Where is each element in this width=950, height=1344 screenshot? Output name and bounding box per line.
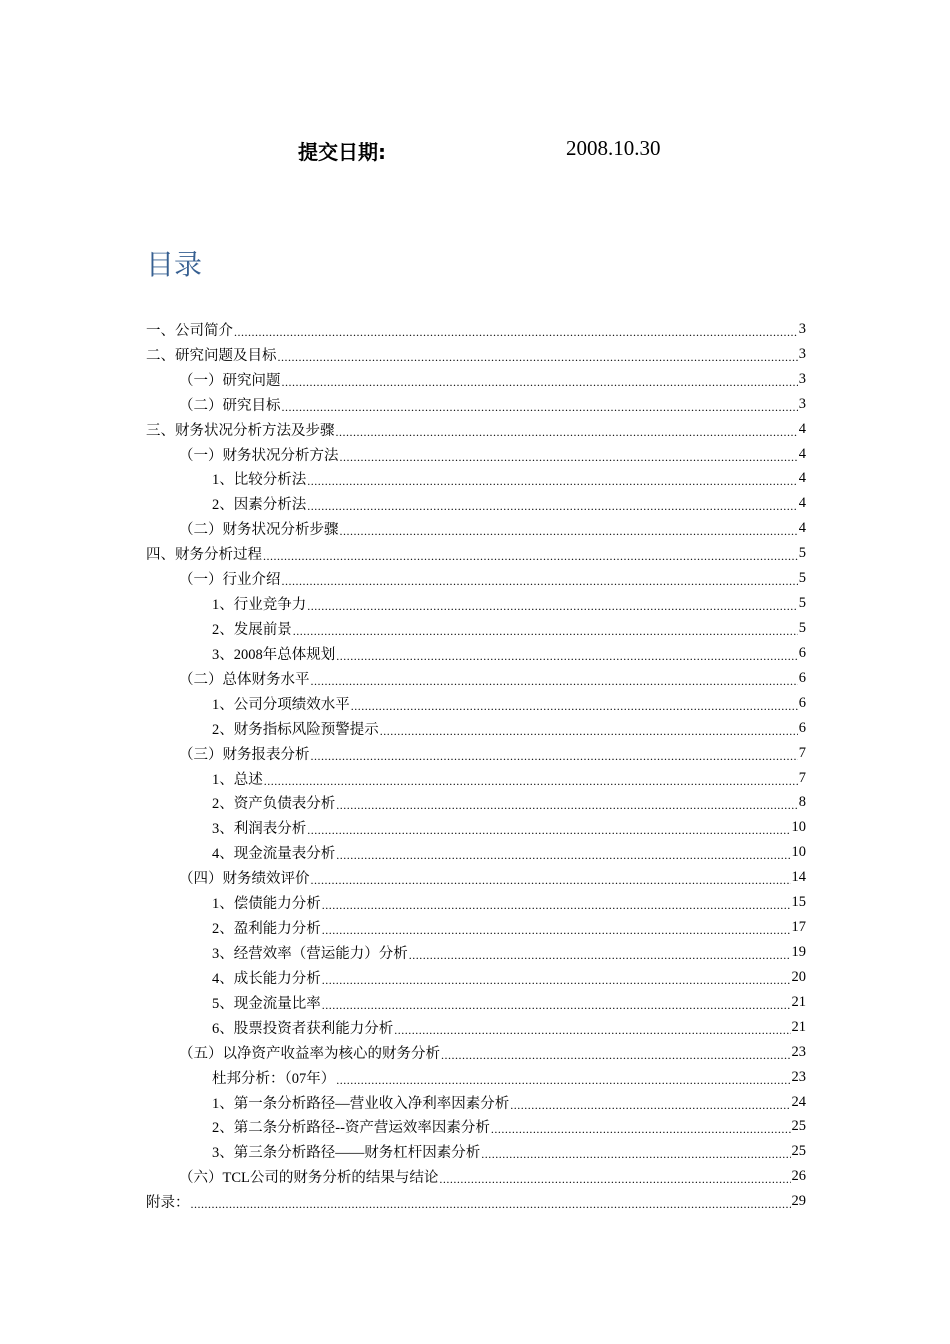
- toc-entry[interactable]: [146, 616, 806, 641]
- toc-entry-label: 6、股票投资者获利能力分析: [212, 1020, 394, 1037]
- toc-dot-leader: [278, 350, 798, 365]
- toc-entry-label: （二）总体财务水平: [179, 671, 310, 688]
- submission-date-value: 2008.10.30: [566, 136, 661, 160]
- toc-entry-label: 3、2008年总体规划: [212, 646, 336, 663]
- toc-entry-page: 26: [791, 1168, 806, 1185]
- toc-entry-page: 29: [791, 1193, 806, 1210]
- toc-entry[interactable]: [146, 865, 806, 890]
- toc-dot-leader: [481, 1147, 790, 1162]
- toc-entry-page: 23: [791, 1043, 806, 1060]
- toc-entry-label: （四）财务绩效评价: [179, 871, 310, 888]
- toc-dot-leader: [441, 1048, 791, 1063]
- toc-entry-page: 10: [791, 819, 806, 836]
- toc-entry[interactable]: [146, 965, 806, 990]
- toc-heading: 目录: [146, 248, 203, 281]
- toc-entry[interactable]: [146, 417, 806, 442]
- toc-dot-leader: [307, 499, 798, 514]
- toc-dot-leader: [336, 798, 798, 813]
- toc-entry-page: 3: [798, 345, 806, 362]
- toc-entry-page: 6: [798, 669, 806, 686]
- toc-dot-leader: [264, 774, 798, 789]
- toc-entry-page: 8: [798, 794, 806, 811]
- toc-entry-page: 5: [798, 595, 806, 612]
- toc-entry-page: 5: [798, 570, 806, 587]
- toc-entry-label: （五）以净资产收益率为核心的财务分析: [179, 1045, 440, 1062]
- toc-entry[interactable]: [146, 641, 806, 666]
- toc-dot-leader: [336, 848, 790, 863]
- toc-entry-label: （六）TCL公司的财务分析的结果与结论: [179, 1170, 439, 1187]
- toc-entry-label: 2、盈利能力分析: [212, 921, 321, 938]
- toc-entry-page: 7: [798, 744, 806, 761]
- submission-date-label: 提交日期:: [298, 140, 386, 164]
- toc-entry[interactable]: [146, 1065, 806, 1090]
- toc-entry[interactable]: [146, 442, 806, 467]
- toc-entry-label: 3、利润表分析: [212, 821, 307, 838]
- toc-entry-label: 4、成长能力分析: [212, 970, 321, 987]
- toc-entry[interactable]: [146, 1189, 806, 1214]
- toc-entry[interactable]: [146, 791, 806, 816]
- toc-entry[interactable]: [146, 1090, 806, 1115]
- toc-dot-leader: [234, 325, 798, 340]
- toc-entry[interactable]: [146, 541, 806, 566]
- toc-entry-page: 3: [798, 395, 806, 412]
- toc-entry-label: 2、因素分析法: [212, 497, 307, 514]
- toc-entry-label: （一）行业介绍: [179, 572, 281, 589]
- toc-entry-label: 二、研究问题及目标: [146, 347, 277, 364]
- toc-entry-label: 1、第一条分析路径—营业收入净利率因素分析: [212, 1095, 510, 1112]
- toc-dot-leader: [322, 923, 791, 938]
- toc-dot-leader: [439, 1172, 790, 1187]
- toc-dot-leader: [409, 948, 791, 963]
- toc-dot-leader: [311, 873, 791, 888]
- toc-entry-page: 20: [791, 968, 806, 985]
- toc-entry-page: 5: [798, 545, 806, 562]
- toc-entry-page: 5: [798, 620, 806, 637]
- toc-dot-leader: [322, 973, 791, 988]
- toc-entry[interactable]: [146, 317, 806, 342]
- toc-entry[interactable]: [146, 766, 806, 791]
- toc-entry[interactable]: [146, 840, 806, 865]
- toc-dot-leader: [307, 823, 790, 838]
- toc-dot-leader: [311, 674, 798, 689]
- toc-entry-page: 21: [791, 1018, 806, 1035]
- toc-entry[interactable]: [146, 591, 806, 616]
- toc-dot-leader: [510, 1098, 790, 1113]
- toc-dot-leader: [282, 574, 798, 589]
- toc-entry-label: 5、现金流量比率: [212, 995, 321, 1012]
- toc-entry-label: 四、财务分析过程: [146, 547, 262, 564]
- toc-dot-leader: [311, 749, 798, 764]
- toc-dot-leader: [340, 450, 798, 465]
- toc-entry-label: 附录：: [146, 1195, 190, 1212]
- toc-entry[interactable]: [146, 367, 806, 392]
- toc-entry-page: 21: [791, 993, 806, 1010]
- toc-dot-leader: [191, 1197, 791, 1212]
- toc-entry[interactable]: [146, 890, 806, 915]
- toc-entry-label: （一）研究问题: [179, 372, 281, 389]
- toc-entry-label: 杜邦分析：（07年）: [212, 1070, 336, 1087]
- toc-entry-label: 1、行业竞争力: [212, 597, 307, 614]
- toc-entry-label: 三、财务状况分析方法及步骤: [146, 422, 335, 439]
- toc-dot-leader: [336, 1073, 790, 1088]
- toc-entry-page: 4: [798, 445, 806, 462]
- toc-entry[interactable]: [146, 1015, 806, 1040]
- toc-dot-leader: [380, 724, 798, 739]
- toc-entry[interactable]: [146, 1040, 806, 1065]
- toc-entry[interactable]: [146, 1139, 806, 1164]
- toc-entry-label: （二）研究目标: [179, 397, 281, 414]
- toc-entry-page: 10: [791, 844, 806, 861]
- toc-dot-leader: [336, 649, 798, 664]
- toc-dot-leader: [263, 549, 798, 564]
- toc-entry-label: （一）财务状况分析方法: [179, 447, 339, 464]
- toc-entry-page: 4: [798, 420, 806, 437]
- toc-dot-leader: [394, 1023, 790, 1038]
- toc-entry-page: 24: [791, 1093, 806, 1110]
- toc-entry-page: 3: [798, 370, 806, 387]
- toc-entry-label: 2、发展前景: [212, 622, 292, 639]
- toc-entry-label: 一、公司简介: [146, 322, 233, 339]
- toc-entry-label: 2、财务指标风险预警提示: [212, 721, 379, 738]
- toc-entry-label: 3、第三条分析路径——财务杠杆因素分析: [212, 1145, 481, 1162]
- toc-entry[interactable]: [146, 915, 806, 940]
- toc-entry[interactable]: [146, 467, 806, 492]
- toc-entry-page: 25: [791, 1118, 806, 1135]
- toc-entry[interactable]: [146, 815, 806, 840]
- toc-entry-label: 2、资产负债表分析: [212, 796, 336, 813]
- submission-date-line: [0, 136, 950, 166]
- toc-entry[interactable]: [146, 990, 806, 1015]
- toc-dot-leader: [351, 699, 798, 714]
- toc-entry-page: 6: [798, 644, 806, 661]
- toc-entry-page: 19: [791, 944, 806, 960]
- toc-entry[interactable]: [146, 716, 806, 741]
- toc-entry-page: 6: [798, 719, 806, 736]
- toc-entry-page: 17: [791, 919, 806, 936]
- toc-dot-leader: [307, 474, 798, 489]
- toc-entry-label: 4、现金流量表分析: [212, 846, 336, 863]
- toc-entry-label: （三）财务报表分析: [179, 746, 310, 763]
- toc-entry-page: 4: [798, 495, 806, 512]
- toc-entry[interactable]: [146, 392, 806, 417]
- toc-entry-page: 23: [791, 1068, 806, 1085]
- toc-entry[interactable]: [146, 940, 806, 965]
- toc-dot-leader: [340, 524, 798, 539]
- toc-dot-leader: [322, 998, 791, 1013]
- toc-entry-label: 1、偿债能力分析: [212, 896, 321, 913]
- toc-entry-page: 7: [798, 769, 806, 786]
- toc-entry[interactable]: [146, 691, 806, 716]
- toc-entry-page: 6: [798, 694, 806, 711]
- toc-entry-label: （二）财务状况分析步骤: [179, 522, 339, 539]
- toc-entry[interactable]: [146, 1115, 806, 1140]
- toc-entry[interactable]: [146, 342, 806, 367]
- toc-entry-label: 3、经营效率（营运能力）分析: [212, 946, 408, 962]
- toc-entry-label: 1、比较分析法: [212, 472, 307, 489]
- toc-entry-page: 3: [798, 320, 806, 337]
- toc-entry[interactable]: [146, 491, 806, 516]
- toc-dot-leader: [491, 1122, 791, 1137]
- toc-dot-leader: [293, 624, 798, 639]
- toc-dot-leader: [307, 599, 798, 614]
- toc-entry-label: 1、总述: [212, 771, 263, 788]
- toc-entry-label: 2、第二条分析路径--资产营运效率因素分析: [212, 1120, 490, 1137]
- toc-entry-page: 4: [798, 470, 806, 487]
- toc-dot-leader: [336, 425, 798, 440]
- toc-entry[interactable]: [146, 666, 806, 691]
- toc-entry[interactable]: [146, 1164, 806, 1189]
- toc-entry-page: 15: [791, 894, 806, 911]
- toc-entry[interactable]: [146, 566, 806, 591]
- toc-entry-label: 1、公司分项绩效水平: [212, 696, 350, 713]
- toc-entry-page: 4: [798, 520, 806, 537]
- toc-entry-page: 25: [791, 1143, 806, 1160]
- toc-entry-page: 14: [791, 869, 806, 886]
- table-of-contents: [146, 317, 806, 1214]
- toc-dot-leader: [282, 400, 798, 415]
- toc-entry[interactable]: [146, 516, 806, 541]
- toc-dot-leader: [282, 375, 798, 390]
- toc-dot-leader: [322, 898, 791, 913]
- toc-entry[interactable]: [146, 741, 806, 766]
